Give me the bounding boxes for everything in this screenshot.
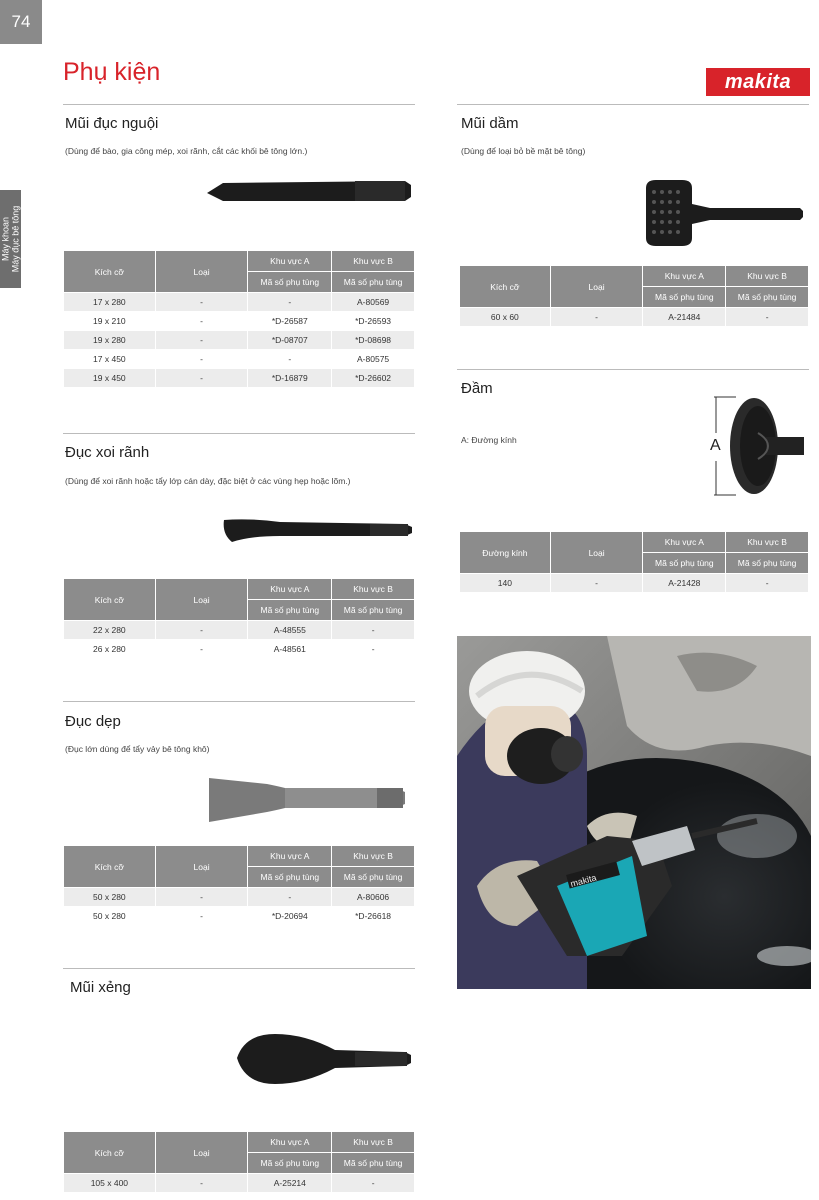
header-region-a: Khu vực A [248,251,332,272]
header-type: Loại [155,579,248,621]
table-row [64,312,415,331]
spec-table-tamper [459,531,809,593]
table-cell: A-25214 [248,1174,332,1193]
header-region-a: Khu vực A [643,532,726,553]
table-cell: - [155,312,248,331]
table-cell: - [155,888,248,907]
table-cell: - [726,574,809,593]
table-cell: - [155,1174,248,1193]
section-desc-bushing-tool: (Dùng để loại bỏ bề mặt bê tông) [461,146,586,156]
table-row [460,574,809,593]
side-tab-line-1: Máy khoan [0,216,11,262]
table-row [64,369,415,388]
table-cell: - [332,621,415,640]
table-row [64,293,415,312]
cold-chisel-image [205,175,415,207]
groove-chisel-image [220,510,415,546]
header-part-no: Mã số phụ tùng [332,272,415,293]
table-cell: - [332,640,415,659]
table-row [460,308,809,327]
table-cell: A-80569 [332,293,415,312]
makita-logo: makita [706,68,810,96]
section-title-bushing-tool: Mũi dầm [461,115,519,132]
header-type: Loại [550,532,643,574]
header-part-no: Mã số phụ tùng [332,867,415,888]
header-part-no: Mã số phụ tùng [248,272,332,293]
header-part-no: Mã số phụ tùng [248,867,332,888]
table-cell: 22 x 280 [64,621,156,640]
table-cell: - [726,308,809,327]
bushing-tool-image [640,176,805,250]
section-desc-flat-chisel: (Đục lớn dùng để tẩy vảy bê tông khô) [65,744,210,754]
table-cell: - [155,331,248,350]
section-desc-tamper: A: Đường kính [461,435,517,445]
table-cell: 140 [460,574,551,593]
table-cell: *D-16879 [248,369,332,388]
table-row [64,1174,415,1193]
table-cell: 105 x 400 [64,1174,156,1193]
section-title-tamper: Đầm [461,380,493,397]
header-part-no: Mã số phụ tùng [643,287,726,308]
header-region-a: Khu vực A [248,1132,332,1153]
spec-table-spade [63,1131,415,1193]
table-cell: - [155,907,248,926]
table-row [64,331,415,350]
table-cell: 50 x 280 [64,907,156,926]
section-title-cold-chisel: Mũi đục nguội [65,115,159,132]
header-part-no: Mã số phụ tùng [248,600,332,621]
header-region-b: Khu vực B [332,846,415,867]
header-size: Kích cỡ [460,266,551,308]
section-divider [457,369,809,370]
table-cell: A-48561 [248,640,332,659]
table-cell: - [155,293,248,312]
table-cell: A-80575 [332,350,415,369]
table-cell: A-48555 [248,621,332,640]
table-cell: *D-26593 [332,312,415,331]
table-cell: *D-08707 [248,331,332,350]
section-divider [63,104,415,105]
table-cell: - [155,350,248,369]
table-cell: A-80606 [332,888,415,907]
photo-brand-label: makita [569,872,598,889]
table-cell: 19 x 450 [64,369,156,388]
header-type: Loại [155,1132,248,1174]
page-number: 74 [0,0,42,44]
table-cell: *D-08698 [332,331,415,350]
header-type: Loại [550,266,643,308]
table-row [64,907,415,926]
header-size: Kích cỡ [64,1132,156,1174]
side-tab [0,190,21,288]
header-size: Kích cỡ [64,579,156,621]
table-cell: - [248,888,332,907]
table-cell: 19 x 280 [64,331,156,350]
header-region-b: Khu vực B [726,532,809,553]
header-part-no: Mã số phụ tùng [726,287,809,308]
spade-image [235,1028,413,1086]
table-cell: *D-26587 [248,312,332,331]
table-cell: A-21484 [643,308,726,327]
section-title-flat-chisel: Đục dẹp [65,713,121,730]
tamper-image [708,393,808,499]
table-cell: - [155,369,248,388]
header-part-no: Mã số phụ tùng [726,553,809,574]
header-type: Loại [155,846,248,888]
header-region-b: Khu vực B [332,579,415,600]
side-tab-line-2: Máy đục bê tông [10,205,21,273]
header-region-a: Khu vực A [248,579,332,600]
header-part-no: Mã số phụ tùng [248,1153,332,1174]
header-region-a: Khu vực A [248,846,332,867]
table-cell: - [248,293,332,312]
header-region-b: Khu vực B [726,266,809,287]
header-size: Kích cỡ [64,251,156,293]
table-cell: - [248,350,332,369]
header-region-b: Khu vực B [332,1132,415,1153]
section-divider [63,968,415,969]
section-desc-cold-chisel: (Dùng để bào, gia công mép, xoi rãnh, cắt các khối bê tông lớn.) [65,146,308,156]
table-cell: 50 x 280 [64,888,156,907]
table-row [64,640,415,659]
section-divider [63,433,415,434]
table-row [64,888,415,907]
header-part-no: Mã số phụ tùng [643,553,726,574]
section-desc-groove-chisel: (Dùng để xoi rãnh hoặc tẩy lớp cán dày, đặc biệt ở các vùng hẹp hoặc lõm.) [65,476,351,486]
section-title-groove-chisel: Đục xoi rãnh [65,444,150,461]
spec-table-groove-chisel [63,578,415,659]
table-cell: 60 x 60 [460,308,551,327]
table-cell: A-21428 [643,574,726,593]
table-cell: - [155,640,248,659]
table-cell: - [332,1174,415,1193]
header-type: Loại [155,251,248,293]
table-cell: - [550,574,643,593]
table-cell: *D-20694 [248,907,332,926]
section-divider [63,701,415,702]
table-row [64,350,415,369]
page-title: Phụ kiện [63,58,161,86]
section-title-spade: Mũi xẻng [70,979,131,996]
section-divider [457,104,809,105]
spec-table-flat-chisel [63,845,415,926]
table-cell: 17 x 280 [64,293,156,312]
table-cell: 19 x 210 [64,312,156,331]
spec-table-cold-chisel [63,250,415,388]
header-size: Kích cỡ [64,846,156,888]
header-diameter: Đường kính [460,532,551,574]
table-cell: - [550,308,643,327]
table-cell: - [155,621,248,640]
table-cell: 17 x 450 [64,350,156,369]
table-cell: 26 x 280 [64,640,156,659]
spec-table-bushing-tool [459,265,809,327]
header-region-b: Khu vực B [332,251,415,272]
table-cell: *D-26602 [332,369,415,388]
table-cell: *D-26618 [332,907,415,926]
flat-chisel-image [205,770,410,828]
worker-photo [457,636,811,989]
dimension-label-a: A [710,437,721,454]
table-row [64,621,415,640]
header-region-a: Khu vực A [643,266,726,287]
header-part-no: Mã số phụ tùng [332,600,415,621]
header-part-no: Mã số phụ tùng [332,1153,415,1174]
